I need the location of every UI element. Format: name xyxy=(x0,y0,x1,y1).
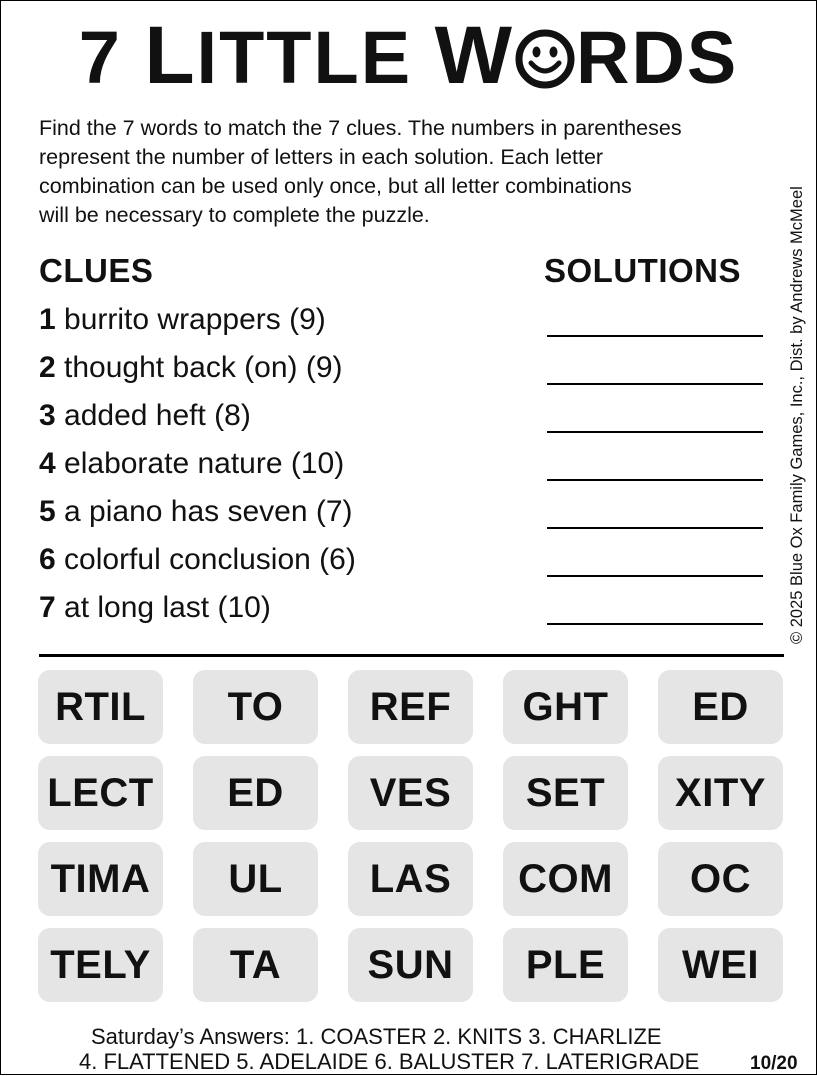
letter-tile[interactable]: SET xyxy=(503,756,628,830)
title-number: 7 xyxy=(78,16,122,99)
smiley-face-icon xyxy=(515,27,575,101)
letter-tile[interactable]: WEI xyxy=(658,928,783,1002)
letter-tile[interactable]: PLE xyxy=(503,928,628,1002)
clue-number: 4 xyxy=(39,447,56,480)
letter-tile-grid xyxy=(38,670,785,1002)
letter-tile[interactable]: TA xyxy=(193,928,318,1002)
letter-tile[interactable]: OC xyxy=(658,842,783,916)
clue-row xyxy=(39,590,539,638)
clue-number: 3 xyxy=(39,399,56,432)
clue-text: thought back (on) (9) xyxy=(64,351,343,384)
instructions-line: combination can be used only once, but all letter combinations xyxy=(39,174,632,198)
solution-line-3[interactable] xyxy=(547,431,763,479)
clue-text: a piano has seven (7) xyxy=(64,495,353,528)
title-letter-l: L xyxy=(144,10,197,101)
clue-row xyxy=(39,398,539,446)
clue-text: colorful conclusion (6) xyxy=(64,543,356,576)
divider xyxy=(39,654,784,657)
solution-line-1[interactable] xyxy=(547,335,763,383)
letter-tile[interactable]: SUN xyxy=(348,928,473,1002)
title-word-ittle: ITTLE xyxy=(196,16,413,99)
solution-line-4[interactable] xyxy=(547,479,763,527)
letter-tile[interactable]: VES xyxy=(348,756,473,830)
answers-line-2: 4. FLATTENED 5. ADELAIDE 6. BALUSTER 7. LATERIGRADE xyxy=(79,1049,700,1074)
letter-tile[interactable]: REF xyxy=(348,670,473,744)
clue-text: at long last (10) xyxy=(64,591,271,624)
solution-line-2[interactable] xyxy=(547,383,763,431)
solution-lines xyxy=(547,335,763,671)
clue-row xyxy=(39,302,539,350)
copyright-credit: © 2025 Blue Ox Family Games, Inc., Dist. by Andrews McMeel xyxy=(788,186,806,644)
letter-tile[interactable]: XITY xyxy=(658,756,783,830)
letter-tile[interactable]: ED xyxy=(658,670,783,744)
instructions xyxy=(39,114,784,230)
letter-tile[interactable]: TO xyxy=(193,670,318,744)
clue-number: 6 xyxy=(39,543,56,576)
clue-number: 2 xyxy=(39,351,56,384)
letter-tile[interactable]: ED xyxy=(193,756,318,830)
letter-tile[interactable]: COM xyxy=(503,842,628,916)
title-word-rds: RDS xyxy=(576,16,739,99)
instructions-line: will be necessary to complete the puzzle. xyxy=(39,203,430,227)
clue-number: 7 xyxy=(39,591,56,624)
puzzle-title xyxy=(1,10,816,101)
solution-line-7[interactable] xyxy=(547,623,763,671)
clue-text: burrito wrappers (9) xyxy=(64,303,326,336)
puzzle-date: 10/20 xyxy=(750,1053,798,1074)
clue-list xyxy=(39,302,539,638)
clue-text: added heft (8) xyxy=(64,399,251,432)
letter-tile[interactable]: LECT xyxy=(38,756,163,830)
clue-row xyxy=(39,446,539,494)
title-letter-w: W xyxy=(434,10,515,101)
clue-text: elaborate nature (10) xyxy=(64,447,345,480)
solution-line-5[interactable] xyxy=(547,527,763,575)
instructions-line: Find the 7 words to match the 7 clues. The numbers in parentheses xyxy=(39,116,682,140)
letter-tile[interactable]: RTIL xyxy=(38,670,163,744)
letter-tile[interactable]: TIMA xyxy=(38,842,163,916)
letter-tile[interactable]: GHT xyxy=(503,670,628,744)
solutions-heading: SOLUTIONS xyxy=(544,252,742,289)
clue-row xyxy=(39,350,539,398)
clue-number: 1 xyxy=(39,303,56,336)
clue-row xyxy=(39,494,539,542)
letter-tile[interactable]: LAS xyxy=(348,842,473,916)
letter-tile[interactable]: UL xyxy=(193,842,318,916)
clue-row xyxy=(39,542,539,590)
solution-line-6[interactable] xyxy=(547,575,763,623)
clues-heading: CLUES xyxy=(39,252,154,289)
answers-line-1: Saturday’s Answers: 1. COASTER 2. KNITS 3. CHARLIZE xyxy=(91,1024,662,1049)
instructions-line: represent the number of letters in each solution. Each letter xyxy=(39,145,604,169)
clue-number: 5 xyxy=(39,495,56,528)
letter-tile[interactable]: TELY xyxy=(38,928,163,1002)
